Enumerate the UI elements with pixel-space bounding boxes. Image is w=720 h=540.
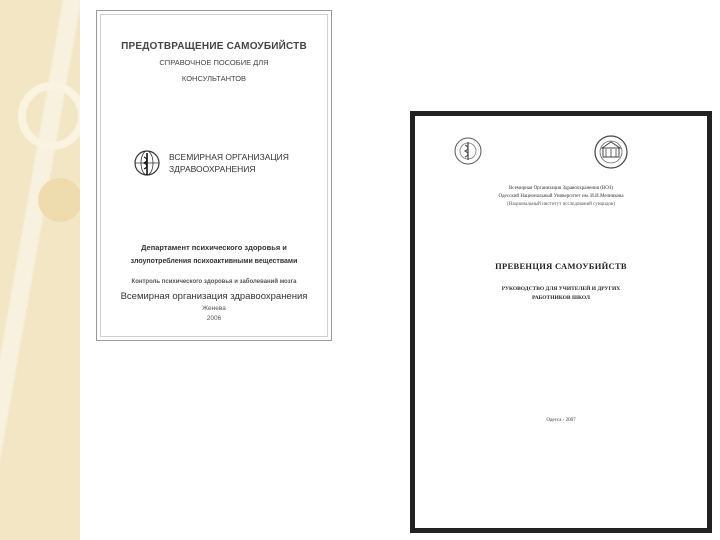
decorative-diagonal xyxy=(0,0,80,540)
org-full-name: Всемирная организация здравоохранения xyxy=(120,291,308,302)
institution-line3: (Национальный институт исследований суицидов) xyxy=(507,202,615,207)
cover-title: ПРЕВЕНЦИЯ САМОУБИЙСТВ xyxy=(495,261,627,271)
org-name-line1: ВСЕМИРНАЯ ОРГАНИЗАЦИЯ xyxy=(169,152,289,162)
who-emblem-icon xyxy=(453,136,483,166)
cover-subtitle-line1: РУКОВОДСТВО ДЛЯ УЧИТЕЛЕЙ И ДРУГИХ xyxy=(501,286,621,292)
who-logo-icon xyxy=(133,149,161,177)
document-cover-odessa xyxy=(410,111,712,533)
cover-city: Женева xyxy=(202,305,226,312)
decorative-circle xyxy=(38,178,80,222)
institution-line2: Одесский Национальный Университет им. И.И.Мечникова xyxy=(498,194,624,199)
cover-footer: Одесса - 2007 xyxy=(546,418,576,423)
department-line2: злоупотребления психоактивными веществами xyxy=(130,258,298,265)
cover-subtitle-line1: СПРАВОЧНОЕ ПОСОБИЕ ДЛЯ xyxy=(159,58,269,67)
cover-subtitle-line2: КОНСУЛЬТАНТОВ xyxy=(181,74,247,83)
institution-line1: Всемирная Организация Здравоохранения (ВОЗ) xyxy=(508,186,614,191)
cover-subtitle-line2: РАБОТНИКОВ ШКОЛ xyxy=(532,295,590,301)
decorative-ring xyxy=(18,82,80,150)
control-line: Контроль психического здоровья и заболеваний мозга xyxy=(131,279,297,285)
university-seal-icon xyxy=(593,134,629,170)
org-name-line2: ЗДРАВООХРАНЕНИЯ xyxy=(169,164,256,174)
cover-title: ПРЕДОТВРАЩЕНИЕ САМОУБИЙСТВ xyxy=(121,41,307,52)
document-cover-who xyxy=(96,10,332,341)
department-line1: Департамент психического здоровья и xyxy=(141,243,287,252)
cover-page xyxy=(415,116,707,528)
decorative-sidebar xyxy=(0,0,80,540)
cover-year: 2006 xyxy=(206,315,222,322)
